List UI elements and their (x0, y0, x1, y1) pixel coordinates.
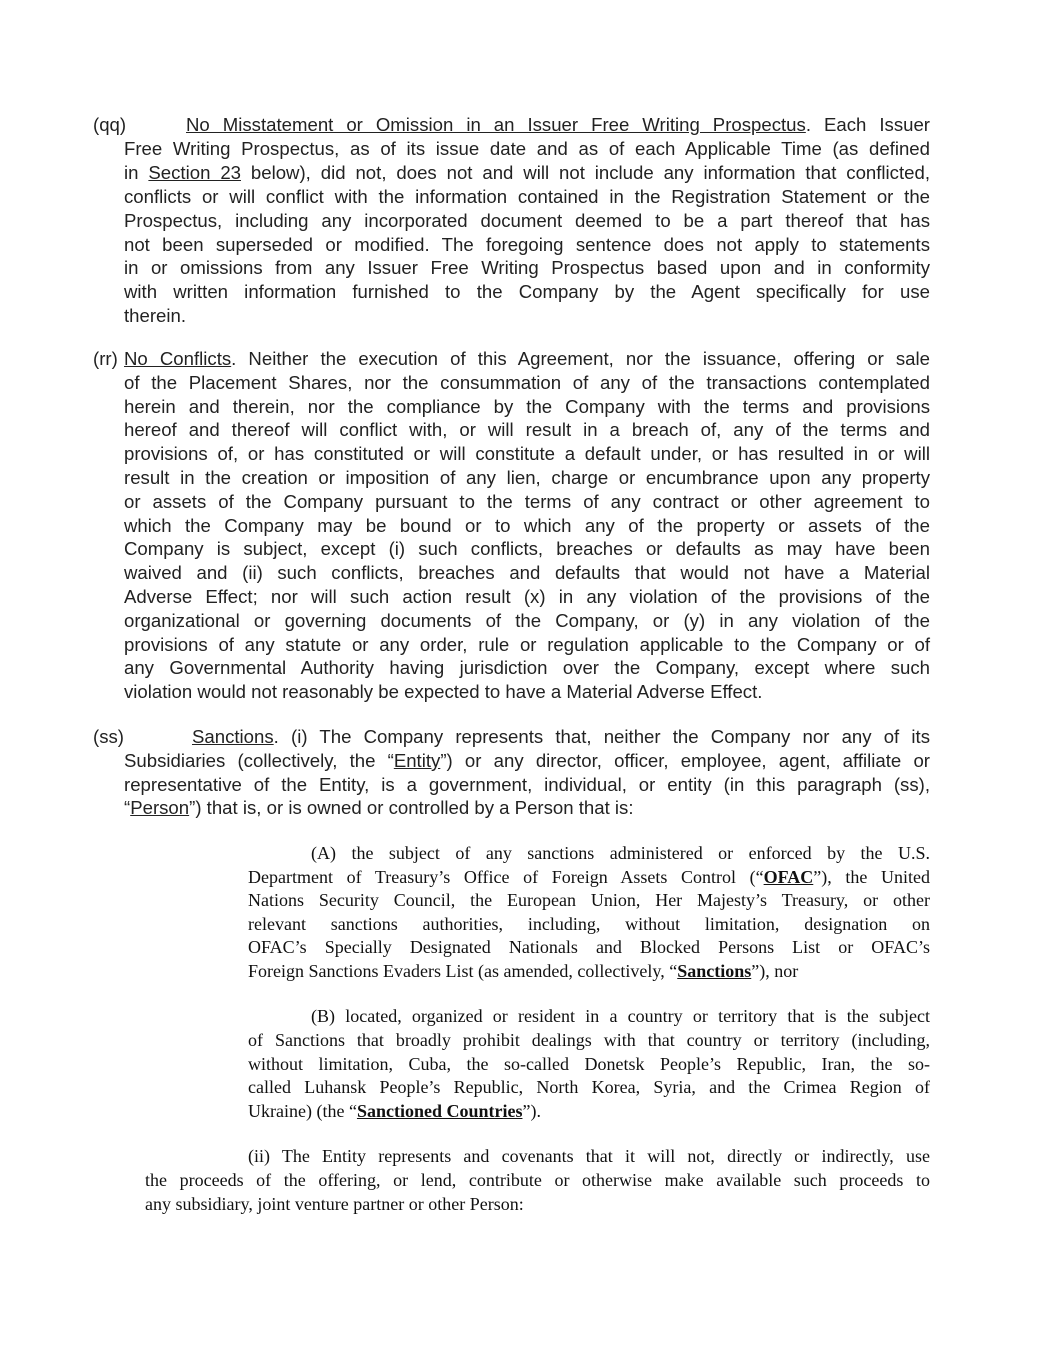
text-segment: organizational or governing documents of the Company, or (y) in any violation of the (124, 609, 930, 631)
defined-term: Sanctions (192, 726, 274, 747)
text-segment: in or omissions from any Issuer Free Writing Prospectus based upon and in conformity (124, 257, 930, 279)
text-line (248, 912, 930, 936)
text-line (186, 113, 930, 137)
text-line (124, 256, 930, 280)
text-segment: called Luhansk People’s Republic, North Korea, Syria, and the Crimea Region of (248, 1077, 930, 1098)
text-segment: conflicts or will conflict with the information contained in the Registration Statement or the (124, 185, 930, 207)
text-segment: or assets of the Company pursuant to the terms of any contract or other agreement to (124, 490, 930, 512)
text-line (124, 347, 930, 371)
text-segment: “ (124, 797, 131, 819)
text-line (124, 609, 930, 633)
text-line (248, 1075, 930, 1099)
text-line (248, 959, 930, 983)
text-line (124, 490, 930, 514)
section-label: (ss) (93, 726, 124, 747)
text-line (248, 1052, 930, 1076)
text-line (248, 865, 930, 889)
text-segment: (B) located, organized or resident in a country or territory that is the subject (311, 1006, 930, 1026)
text-segment: Ukraine) (the “ (248, 1101, 357, 1122)
text-line (124, 680, 930, 704)
text-segment: OFAC’s Specially Designated Nationals and Blocked Persons List or OFAC’s (248, 937, 930, 958)
defined-term: Entity (393, 749, 441, 771)
text-segment: Nations Security Council, the European Union, Her Majesty’s Treasury, or other (248, 890, 930, 911)
text-segment: any Governmental Authority having jurisdiction over the Company, except where such (124, 657, 930, 679)
defined-term: No Conflicts (124, 348, 232, 369)
text-line (124, 561, 930, 585)
text-line (248, 935, 930, 959)
text-segment: which the Company may be bound or to which any of the property or assets of the (124, 514, 930, 536)
section-label: (qq) (93, 114, 127, 135)
text-segment: of Sanctions that broadly prohibit dealings with that country or territory (including, (248, 1029, 930, 1050)
text-segment: hereof and thereof will conflict with, or will result in a breach of, any of the terms and (124, 419, 930, 441)
text-segment: Adverse Effect; nor will such action result (x) in any violation of the provisions of the (124, 586, 930, 607)
text-segment: representative of the Entity, is a government, individual, or entity (in this paragraph (ss), (124, 773, 930, 795)
section-label: (rr) (93, 348, 118, 369)
defined-term: Person (130, 797, 190, 819)
text-segment: therein. (124, 305, 187, 327)
text-segment: Department of Treasury’s Office of Foreign Assets Control (“ (248, 866, 764, 887)
text-line (124, 233, 930, 257)
text-segment: Foreign Sanctions Evaders List (as amended, collectively, “ (248, 961, 678, 981)
text-line (311, 841, 930, 865)
text-line (124, 137, 930, 161)
text-segment: of the Placement Shares, nor the consummation of any of the transactions contemplated (124, 371, 930, 393)
text-segment: the proceeds of the offering, or lend, contribute or otherwise make available such proceeds to (145, 1170, 930, 1190)
text-line (124, 633, 930, 657)
text-line (124, 749, 930, 773)
text-segment: without limitation, Cuba, the so-called Donetsk People’s Republic, Iran, the so- (248, 1053, 930, 1074)
text-line (124, 209, 930, 233)
text-segment: provisions of, or has constituted or will constitute a default under, or has resulted in or will (124, 443, 930, 465)
text-line (124, 304, 930, 328)
text-segment: ”), nor (751, 961, 799, 981)
text-line (124, 585, 930, 609)
text-segment: ”) or any director, officer, employee, agent, affiliate or (440, 749, 930, 771)
text-line (145, 1192, 930, 1216)
text-segment: . Each Issuer (805, 114, 930, 135)
text-line (124, 418, 930, 442)
defined-term: Sanctions (677, 961, 752, 981)
text-segment: Free Writing Prospectus, as of its issue date and as of each Applicable Time (as defined (124, 137, 930, 159)
text-line (124, 773, 930, 797)
text-line (192, 725, 930, 749)
text-line (124, 371, 930, 395)
text-segment: relevant sanctions authorities, including, without limitation, designation on (248, 913, 930, 934)
text-segment: Company is subject, except (i) such conflicts, breaches or defaults as may have been (124, 538, 930, 560)
text-segment: Prospectus, including any incorporated document deemed to be a part thereof that has (124, 209, 930, 231)
defined-term: OFAC (763, 866, 814, 887)
text-segment: provisions of any statute or any order, rule or regulation applicable to the Company or of (124, 633, 930, 655)
text-segment: violation would not reasonably be expected to have a Material Adverse Effect. (124, 681, 763, 703)
text-segment: ”). (522, 1101, 541, 1122)
text-segment: any subsidiary, joint venture partner or other Person: (145, 1194, 524, 1214)
text-segment: ”) that is, or is owned or controlled by a Person that is: (189, 797, 634, 819)
defined-term: Section 23 (148, 161, 241, 183)
text-segment: . Neither the execution of this Agreement, nor the issuance, offering or sale (231, 348, 930, 369)
text-segment: (A) the subject of any sanctions administered or enforced by the U.S. (311, 843, 930, 863)
text-segment: Subsidiaries (collectively, the “ (124, 749, 394, 771)
text-segment: waived and (ii) such conflicts, breaches and defaults that would not have a Material (124, 562, 930, 584)
text-line (124, 656, 930, 680)
text-line (124, 537, 930, 561)
text-line (124, 161, 930, 185)
text-segment: in (124, 161, 149, 183)
text-line (124, 395, 930, 419)
text-line (248, 1099, 930, 1123)
text-segment: ”), the United (813, 866, 930, 887)
text-line (124, 514, 930, 538)
text-line (248, 888, 930, 912)
text-line (124, 185, 930, 209)
text-line (248, 1144, 930, 1168)
text-line (124, 796, 930, 820)
text-segment: herein and therein, nor the compliance by the Company with the terms and provisions (124, 395, 930, 417)
text-line (124, 466, 930, 490)
defined-term: No Misstatement or Omission in an Issuer Free Writing Prospectus (186, 114, 806, 135)
text-line (311, 1004, 930, 1028)
text-segment: below), did not, does not and will not include any information that conflicted, (241, 161, 930, 183)
text-line (145, 1168, 930, 1192)
defined-term: Sanctioned Countries (356, 1101, 523, 1122)
text-segment: (ii) The Entity represents and covenants that it will not, directly or indirectly, use (248, 1146, 930, 1166)
text-segment: with written information furnished to the Company by the Agent specifically for use (124, 281, 930, 303)
text-segment: not been superseded or modified. The foregoing sentence does not apply to statements (124, 233, 930, 255)
text-line (124, 442, 930, 466)
text-segment: result in the creation or imposition of any lien, charge or encumbrance upon any property (124, 467, 930, 488)
text-line (248, 1028, 930, 1052)
text-line (124, 280, 930, 304)
text-segment: . (i) The Company represents that, neither the Company nor any of its (273, 726, 930, 747)
